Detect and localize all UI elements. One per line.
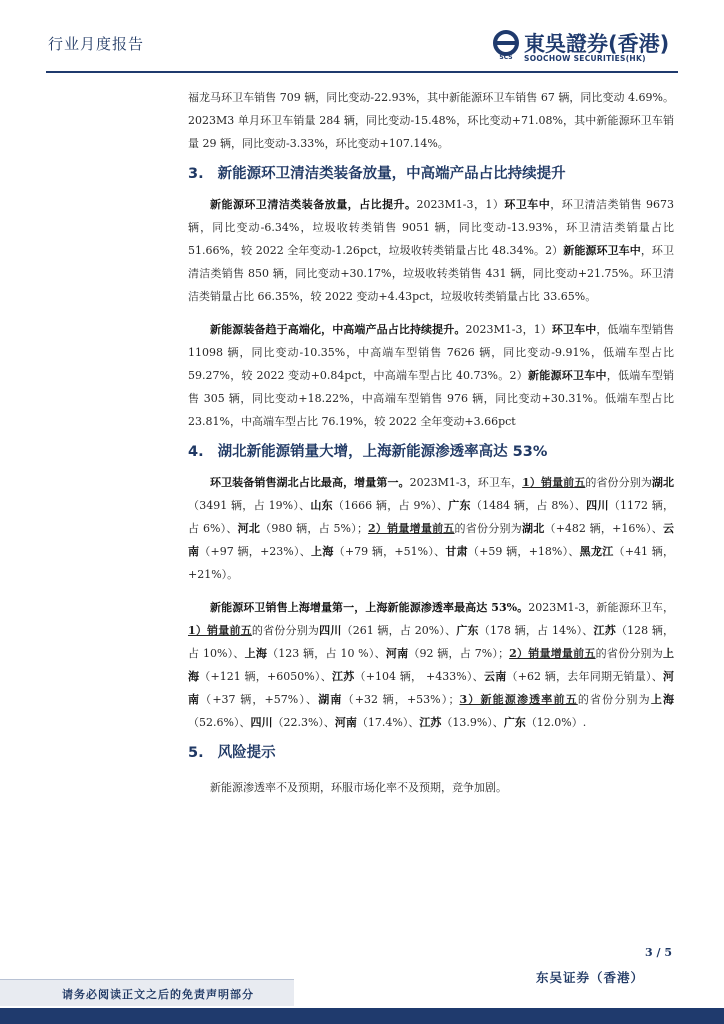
section-4-paragraph-1: 环卫装备销售湖北占比最高，增量第一。2023M1-3，环卫车，1）销量前五的省份分别为湖北（3491 辆，占 19%）、山东（1666 辆，占 9%）、广东（1484 辆，占 8%）、四川（1172 辆，占 6%）、河北（980 辆，占 5%）；2）销量增量前五的省份分别为湖北（+482 辆，+16%）、云南（+97 辆，+23%）、上海（+79 辆，+51%）、甘肃（+59 辆，+18%）、黑龙江（+41 辆，+21%）。 xyxy=(188,476,675,581)
section-4-heading xyxy=(188,441,674,463)
paragraph-lead: 新能源环卫销售上海增量第一，上海新能源渗透率最高达 53%。 xyxy=(210,601,529,614)
section-3-paragraph-1: 新能源环卫清洁类装备放量，占比提升。2023M1-3，1）环卫车中，环卫清洁类销售 9673 辆，同比变动-6.34%，垃圾收转类销售 9051 辆，同比变动-13.93%，环卫清洁类销量占比 51.66%，较 2022 全年变动-1.26pct，垃圾收转类销量占比 48.34%。2）新能源环卫车中，环卫清洁类销售 850 辆，同比变动+30.17%，垃圾收转类销售 431 辆，同比变动+21.75%。环卫清洁类销量占比 66.35%，较 2022 变动+4.43pct，垃圾收转类销量占比 33.65%。 xyxy=(188,198,675,303)
section-3-paragraph-2: 新能源装备趋于高端化，中高端产品占比持续提升。2023M1-3，1）环卫车中，低端车型销售 11098 辆，同比变动-10.35%，中高端车型销售 7626 辆，同比变动-9.91%，低端车型占比 59.27%，较 2022 变动+0.84pct，中高端车型占比 40.73%。2）新能源环卫车中，低端车型销售 305 辆，同比变动+18.22%，中高端车型销售 976 辆，同比变动+30.31%。低端车型占比 23.81%，中高端车型占比 76.19%，较 2022 全年变动+3.66pct xyxy=(188,323,675,428)
svg-text:SCS: SCS xyxy=(499,54,513,60)
section-title: 新能源环卫清洁类装备放量，中高端产品占比持续提升 xyxy=(217,166,566,182)
report-body xyxy=(188,86,674,799)
risk-paragraph: 新能源渗透率不及预期，环服市场化率不及预期，竞争加剧。 xyxy=(210,781,507,794)
section-number: 3. xyxy=(188,166,204,182)
disclaimer-banner xyxy=(0,979,294,1006)
section-4-paragraph-2: 新能源环卫销售上海增量第一，上海新能源渗透率最高达 53%。2023M1-3，新能源环卫车，1）销量前五的省份分别为四川（261 辆，占 20%）、广东（178 辆，占 14%）、江苏（128 辆，占 10%）、上海（123 辆，占 10 %）、河南（92 辆，占 7%）；2）销量增量前五的省份分别为上海（+121 辆，+6050%）、江苏（+104 辆， +433%）、云南（+62 辆，去年同期无销量）、河南（+37 辆，+57%）、湖南（+32 辆，+53%）；3）新能源渗透率前五的省份分别为上海（52.6%）、四川（22.3%）、河南（17.4%）、江苏（13.9%）、广东（12.0%）. xyxy=(188,601,675,729)
paragraph-lead: 环卫装备销售湖北占比最高，增量第一。 xyxy=(210,476,410,489)
paragraph-lead: 新能源环卫清洁类装备放量，占比提升。 xyxy=(210,198,417,211)
section-title: 湖北新能源销量大增，上海新能源渗透率高达 53% xyxy=(217,444,548,460)
section-title: 风险提示 xyxy=(217,745,276,761)
footer-company-name: 东吴证券（香港） xyxy=(535,970,644,985)
section-3-heading xyxy=(188,163,674,185)
section-number: 5. xyxy=(188,745,204,761)
intro-paragraph: 福龙马环卫车销售 709 辆，同比变动-22.93%，其中新能源环卫车销售 67 辆，同比变动 4.69%。2023M3 单月环卫车销量 284 辆，同比变动-15.48%，环比变动+71.08%，其中新能源环卫车销量 29 辆，同比变动-3.33%，环比变动+107.14%。 xyxy=(188,91,674,150)
logo-english-name: SOOCHOW SECURITIES(HK) xyxy=(524,54,646,63)
section-number: 4. xyxy=(188,444,204,460)
section-5-heading xyxy=(188,742,674,764)
footer-band xyxy=(0,1008,724,1024)
disclaimer-text: 请务必阅读正文之后的免责声明部分 xyxy=(62,988,254,1001)
company-logo xyxy=(492,28,682,66)
paragraph-lead: 新能源装备趋于高端化，中高端产品占比持续提升。 xyxy=(210,323,466,336)
page-number: 3 / 5 xyxy=(645,946,672,959)
soochow-logo-icon xyxy=(492,30,520,60)
header-divider xyxy=(46,71,678,73)
logo-chinese-name: 東吳證券(香港) xyxy=(524,32,670,56)
report-type-label: 行业月度报告 xyxy=(48,35,145,53)
